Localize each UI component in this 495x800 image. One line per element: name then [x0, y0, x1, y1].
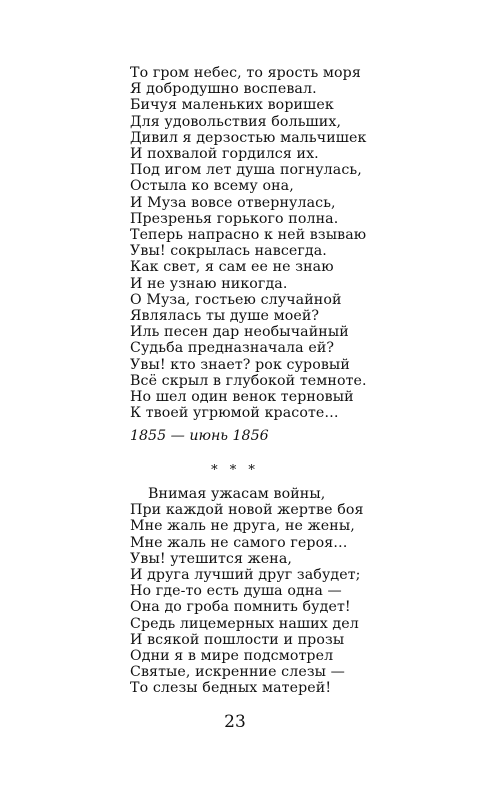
- poem-line: Являлась ты душе моей?: [130, 308, 320, 325]
- section-separator: * * *: [211, 463, 259, 478]
- poem-line: Одни я в мире подсмотрел: [130, 648, 334, 665]
- poem-line: Увы! утешится жена,: [130, 550, 293, 567]
- poem-line: О Муза, гостьею случайной: [130, 291, 342, 308]
- poem-line: Святые, искренние слезы —: [130, 664, 345, 681]
- poem-line: И всякой пошлости и прозы: [130, 631, 345, 648]
- poem-line: То гром небес, то ярость моря: [130, 65, 361, 81]
- poem-line: К твоей угрюмой красоте…: [130, 405, 339, 422]
- poem-line: Бичуя маленьких воришек: [130, 97, 334, 114]
- poem-line: Иль песен дар необычайный: [130, 324, 349, 341]
- poem-line: Увы! кто знает? рок суровый: [130, 356, 350, 373]
- poem-line: Я добродушно воспевал.: [130, 81, 317, 98]
- poem-1: [130, 65, 367, 421]
- poem-line: И Муза вовсе отвернулась,: [130, 194, 336, 211]
- poem-2: [0, 486, 495, 697]
- poem-line: При каждой новой жертве боя: [130, 502, 364, 519]
- poem-line: И похвалой гордился их.: [130, 146, 319, 163]
- poem-line: Дивил я дерзостью мальчишек: [130, 129, 367, 146]
- poem-line: Она до гроба помнить будет!: [130, 599, 351, 616]
- poem-line: Судьба предназначала ей?: [130, 340, 335, 357]
- poem-line: И друга лучший друг забудет;: [130, 567, 361, 584]
- poem-line: Средь лицемерных наших дел: [130, 615, 359, 632]
- poem-line: Мне жаль не друга, не жены,: [130, 518, 355, 535]
- poem-line: Мне жаль не самого героя…: [130, 534, 348, 551]
- poem-line: Для удовольствия больших,: [130, 113, 342, 130]
- poem-line: Теперь напрасно к ней взываю: [130, 227, 367, 244]
- poem-date: 1855 — июнь 1856: [130, 428, 269, 444]
- page-number: 23: [224, 712, 246, 732]
- poem-line: Остыла ко всему она,: [130, 178, 294, 195]
- poem-line: То слезы бедных матерей!: [130, 680, 332, 697]
- poem-line: Но шел один венок терновый: [130, 389, 354, 406]
- poem-line: И не узнаю никогда.: [130, 275, 288, 292]
- poem-line: Как свет, я сам ее не знаю: [130, 259, 334, 276]
- poem-line: Увы! сокрылась навсегда.: [130, 243, 327, 260]
- poem-line: Внимая ужасам войны,: [148, 486, 326, 502]
- poem-line: Под игом лет душа погнулась,: [130, 162, 362, 179]
- poem-line: Но где-то есть душа одна —: [130, 583, 342, 600]
- poem-line: Всё скрыл в глубокой темноте.: [130, 372, 367, 389]
- poem-line: Презренья горького полна.: [130, 210, 339, 227]
